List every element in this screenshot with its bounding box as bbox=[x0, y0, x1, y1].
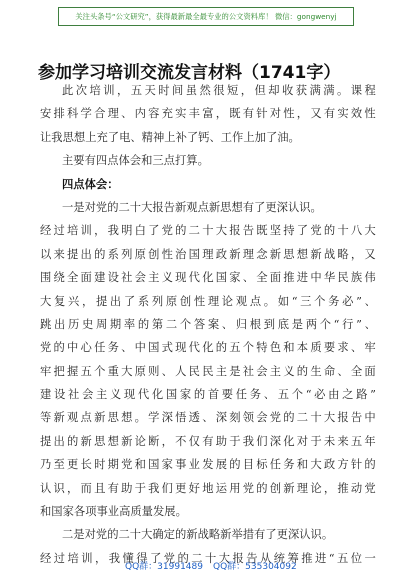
top-banner: 关注头条号“公文研究”，获得最新最全最专业的公文资料库！ 微信：gongwenyj bbox=[58, 7, 354, 26]
body-line: 乃 至 更 长 时 期 党 和 国 家 事 业 发 展 的 目 标 任 务 和 大 政 方 针 的 bbox=[40, 458, 376, 472]
section-heading: 四点体会： bbox=[62, 177, 119, 191]
body-line: 主要有四点体会和三点打算。 bbox=[62, 154, 209, 168]
body-line: 大 复 兴 ， 提 出 了 系 列 原 创 性 理 论 观 点 。 如 “ 三 个 务 必 ” 、 bbox=[40, 294, 376, 308]
body-line: 安 排 科 学 合 理 、 内 容 充 实 丰 富 ， 既 有 针 对 性 ， 又 有 实 效 性 bbox=[40, 107, 376, 121]
body-line: 二是对党的二十大确定的新战略新举措有了更深认识。 bbox=[62, 528, 334, 542]
footer-qq-group-right: QQ群：535304092 bbox=[213, 562, 297, 572]
body-line: 经 过 培 训 ， 我 明 白 了 党 的 二 十 大 报 告 既 坚 持 了 党 的 十 八 大 bbox=[40, 224, 376, 238]
body-line: 此 次 培 训 ， 五 天 时 间 虽 然 很 短 ， 但 却 收 获 满 满 。 课 程 bbox=[62, 84, 376, 97]
body-line: 以 来 提 出 的 系 列 原 创 性 治 国 理 政 新 理 念 新 思 想 新 战 略 ， 又 bbox=[40, 247, 376, 261]
body-line: 围 绕 全 面 建 设 社 会 主 义 现 代 化 国 家 、 全 面 推 进 中 华 民 族 伟 bbox=[40, 271, 376, 285]
body-line: 经 过 培 训 ， 我 懂 得 了 党 的 二 十 大 报 告 从 统 筹 推 进 “ 五 位 一 bbox=[40, 551, 376, 565]
body-line: 建 设 社 会 主 义 现 代 化 国 家 的 首 要 任 务 、 五 个 “ 必 由 之 路 ” bbox=[40, 388, 376, 402]
body-line: 提 出 的 新 思 想 新 论 断 ， 不 仅 有 助 于 我 们 深 化 对 于 未 来 五 年 bbox=[40, 434, 376, 448]
body-line: 跳 出 历 史 周 期 率 的 第 二 个 答 案 、 归 根 到 底 是 两 个 “ 行 ” 、 bbox=[40, 317, 376, 331]
footer bbox=[0, 556, 408, 574]
body-line: 和国家各项事业高质量发展。 bbox=[40, 505, 187, 519]
body-line: 一是对党的二十大报告新观点新思想有了更深认识。 bbox=[62, 200, 322, 214]
body-line: 等 新 观 点 新 思 想 。 学 深 悟 透 、 深 刻 领 会 党 的 二 十 大 报 告 中 bbox=[40, 411, 376, 425]
document-title: 参加学习培训交流发言材料（1741字） bbox=[38, 63, 341, 83]
body-line: 认 识 ， 而 且 有 助 于 我 们 更 好 地 运 用 党 的 创 新 理 论 ， 推 动 党 bbox=[40, 481, 376, 495]
footer-qq-group-left: QQ群：31991489 bbox=[125, 562, 203, 572]
document-body bbox=[40, 79, 376, 570]
body-line: 党 的 中 心 任 务 、 中 国 式 现 代 化 的 五 个 特 色 和 本 质 要 求 、 牢 bbox=[40, 341, 376, 355]
body-line: 让我思想上充了电、精神上补了钙、工作上加了油。 bbox=[40, 130, 300, 144]
body-line: 牢 把 握 五 个 重 大 原 则 、 人 民 民 主 是 社 会 主 义 的 生 命 、 全 面 bbox=[40, 364, 376, 378]
